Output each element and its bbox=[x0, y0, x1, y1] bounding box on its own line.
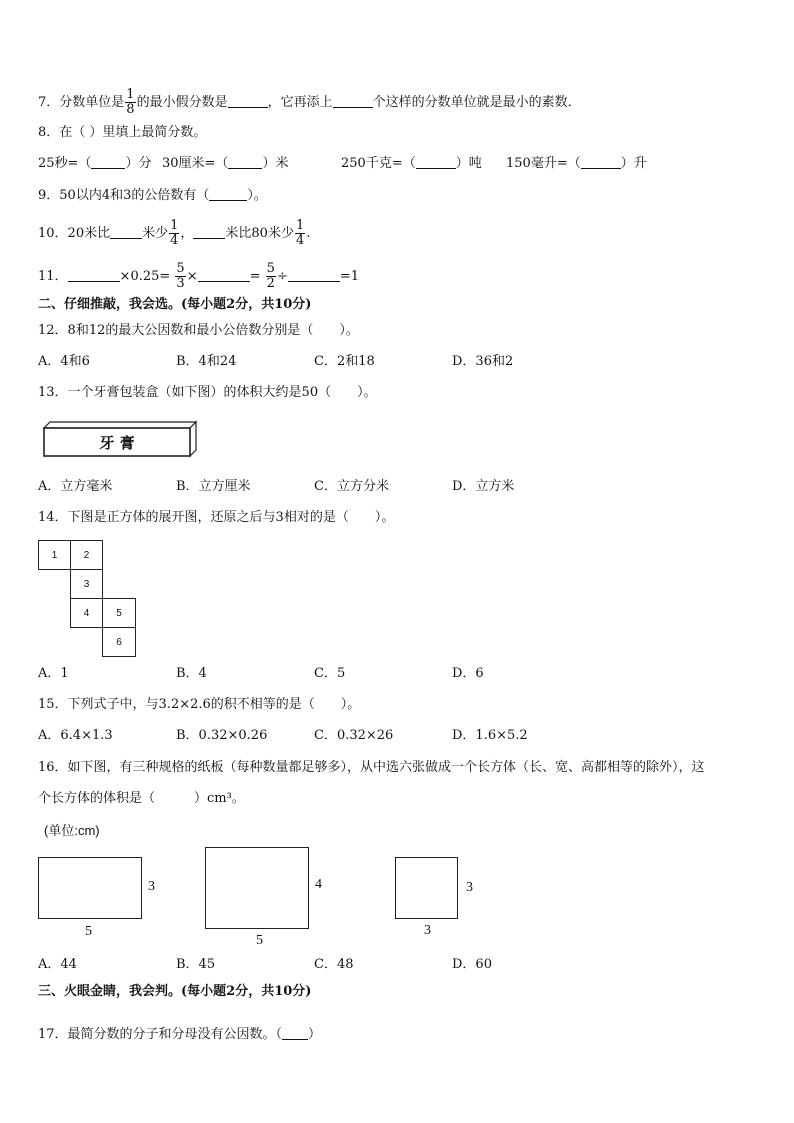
section-2-heading: 二、仔细推敲，我会选。(每小题2分，共10分) bbox=[38, 297, 312, 312]
answer-blank[interactable] bbox=[581, 155, 621, 169]
net-cell: 5 bbox=[102, 598, 136, 628]
unit-label: (单位:cm) bbox=[44, 823, 100, 838]
question-16-line-2: 个长方体的体积是（ ）cm³。 bbox=[38, 791, 245, 806]
option-a[interactable]: A．1 bbox=[38, 666, 69, 681]
option-b[interactable]: B．45 bbox=[176, 957, 216, 972]
question-8-item-c: 250千克=（ ）吨 bbox=[341, 156, 482, 171]
fraction: $\frac{1}{4}$ bbox=[170, 218, 179, 248]
dimension-label: 5 bbox=[256, 933, 263, 948]
box-top-face bbox=[44, 422, 196, 428]
option-c[interactable]: C．立方分米 bbox=[314, 479, 389, 494]
answer-blank[interactable] bbox=[333, 94, 373, 108]
question-10: 10．20米比 米少 $\frac{1}{4}$ ， 米比80米少 $\frac{1}{4}$ . bbox=[38, 218, 311, 248]
net-cell: 4 bbox=[70, 598, 103, 628]
box-label: 牙 膏 bbox=[99, 434, 135, 452]
option-d[interactable]: D．60 bbox=[452, 957, 492, 972]
option-c[interactable]: C．0.32×26 bbox=[314, 728, 394, 743]
option-a[interactable]: A．4和6 bbox=[38, 354, 90, 369]
question-14: 14．下图是正方体的展开图，还原之后与3相对的是（ ）。 bbox=[38, 510, 395, 525]
question-8-items: 25秒=（ ）分 bbox=[38, 156, 152, 171]
question-12: 12．8和12的最大公因数和最小公倍数分别是（ ）。 bbox=[38, 323, 359, 338]
question-16-line-1: 16．如下图，有三种规格的纸板（每种数量都足够多），从中选六张做成一个长方体（长、宽、高都相等的除外），这 bbox=[38, 760, 705, 775]
answer-blank[interactable] bbox=[228, 155, 262, 169]
question-9: 9．50以内4和3的公倍数有（ ）。 bbox=[38, 188, 267, 203]
net-cell: 3 bbox=[70, 569, 103, 599]
answer-blank[interactable] bbox=[198, 268, 250, 282]
option-a[interactable]: A．立方毫米 bbox=[38, 479, 113, 494]
option-a[interactable]: A．44 bbox=[38, 957, 77, 972]
answer-blank[interactable] bbox=[288, 268, 340, 282]
answer-blank[interactable] bbox=[193, 225, 225, 239]
question-7: 7．分数单位是 $\frac{1}{8}$ 的最小假分数是 ，它再添上 个这样的分数单位就是最小的素数． bbox=[38, 87, 581, 117]
fraction: $\frac{5}{2}$ bbox=[266, 261, 275, 291]
option-b[interactable]: B．4 bbox=[176, 666, 207, 681]
answer-blank[interactable] bbox=[209, 187, 247, 201]
question-8-item-b: 30厘米=（ ）米 bbox=[162, 156, 289, 171]
option-c[interactable]: C．48 bbox=[314, 957, 354, 972]
option-c[interactable]: C．5 bbox=[314, 666, 346, 681]
option-d[interactable]: D．36和2 bbox=[452, 354, 514, 369]
answer-blank[interactable] bbox=[416, 155, 456, 169]
question-8-item-d: 150毫升=（ ）升 bbox=[506, 156, 647, 171]
dimension-label: 4 bbox=[315, 877, 322, 892]
option-b[interactable]: B．0.32×0.26 bbox=[176, 728, 268, 743]
answer-blank[interactable] bbox=[110, 225, 142, 239]
net-cell: 1 bbox=[38, 540, 71, 570]
answer-blank[interactable] bbox=[228, 94, 268, 108]
question-17: 17．最简分数的分子和分母没有公因数。（ ） bbox=[38, 1027, 322, 1042]
section-3-heading: 三、火眼金睛，我会判。(每小题2分，共10分) bbox=[38, 984, 312, 999]
question-11: 11． ×0.25= $\frac{5}{3}$ × = $\frac{5}{2}$ ÷ =1 bbox=[38, 261, 360, 291]
option-d[interactable]: D．1.6×5.2 bbox=[452, 728, 528, 743]
cardboard-5x4 bbox=[205, 847, 309, 929]
cardboard-5x3 bbox=[38, 857, 142, 919]
net-cell: 2 bbox=[70, 540, 103, 570]
question-15: 15．下列式子中，与3.2×2.6的积不相等的是（ ）。 bbox=[38, 697, 361, 712]
answer-blank[interactable] bbox=[91, 155, 125, 169]
option-b[interactable]: B．4和24 bbox=[176, 354, 237, 369]
answer-blank[interactable] bbox=[282, 1026, 308, 1040]
dimension-label: 3 bbox=[148, 879, 155, 894]
cardboard-3x3 bbox=[395, 857, 458, 919]
question-13: 13．一个牙膏包装盒（如下图）的体积大约是50（ ）。 bbox=[38, 385, 377, 400]
question-8: 8．在（ ）里填上最简分数。 bbox=[38, 125, 207, 140]
dimension-label: 5 bbox=[85, 924, 92, 939]
fraction: $\frac{1}{4}$ bbox=[295, 218, 305, 248]
dimension-label: 3 bbox=[466, 880, 473, 895]
option-b[interactable]: B．立方厘米 bbox=[176, 479, 251, 494]
answer-blank[interactable] bbox=[68, 268, 120, 282]
option-a[interactable]: A．6.4×1.3 bbox=[38, 728, 113, 743]
net-cell: 6 bbox=[102, 627, 136, 657]
fraction: $\frac{1}{8}$ bbox=[126, 87, 135, 117]
dimension-label: 3 bbox=[424, 923, 431, 938]
option-c[interactable]: C．2和18 bbox=[314, 354, 375, 369]
box-side-face bbox=[190, 422, 196, 456]
fraction: $\frac{5}{3}$ bbox=[176, 261, 185, 291]
option-d[interactable]: D．6 bbox=[452, 666, 484, 681]
option-d[interactable]: D．立方米 bbox=[452, 479, 515, 494]
